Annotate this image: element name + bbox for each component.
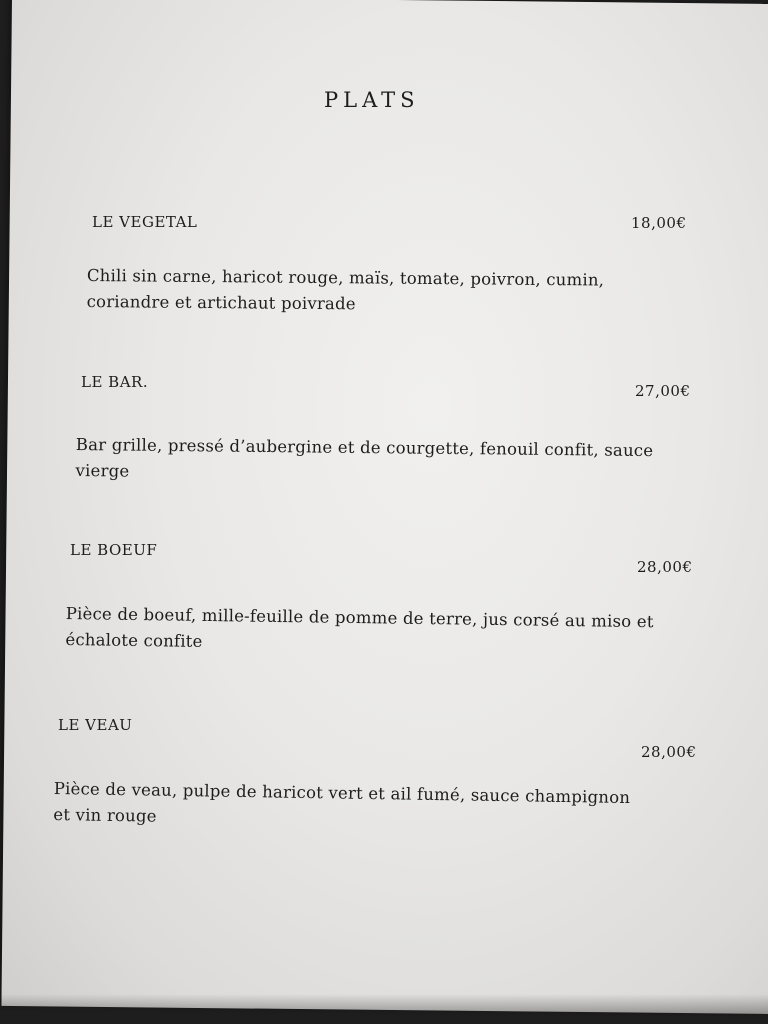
dish-price-vegetal: 18,00€ [631,214,687,232]
dish-description-boeuf: Pièce de boeuf, mille-feuille de pomme de terre, jus corsé au miso et échalote confite [65,603,654,651]
dish-description-vegetal: Chili sin carne, haricot rouge, maïs, tomate, poivron, cumin, coriandre et artichaut poivrade [86,265,605,314]
dish-name-veau: LE VEAU [58,716,133,734]
dish-description-bar: Bar grille, pressé d’aubergine et de courgette, fenouil confit, sauce vierge [75,434,654,481]
photo-shadow [0,994,768,1024]
dish-name-bar: LE BAR. [81,373,149,391]
page-title: PLATS [324,88,420,112]
dish-name-vegetal: LE VEGETAL [92,213,198,231]
menu-page [1,0,768,1014]
dish-name-boeuf: LE BOEUF [70,541,158,559]
dish-price-bar: 27,00€ [635,382,691,400]
dish-description-veau: Pièce de veau, pulpe de haricot vert et ail fumé, sauce champignon et vin rouge [53,778,631,826]
dish-price-veau: 28,00€ [641,743,697,761]
dish-price-boeuf: 28,00€ [637,558,693,576]
